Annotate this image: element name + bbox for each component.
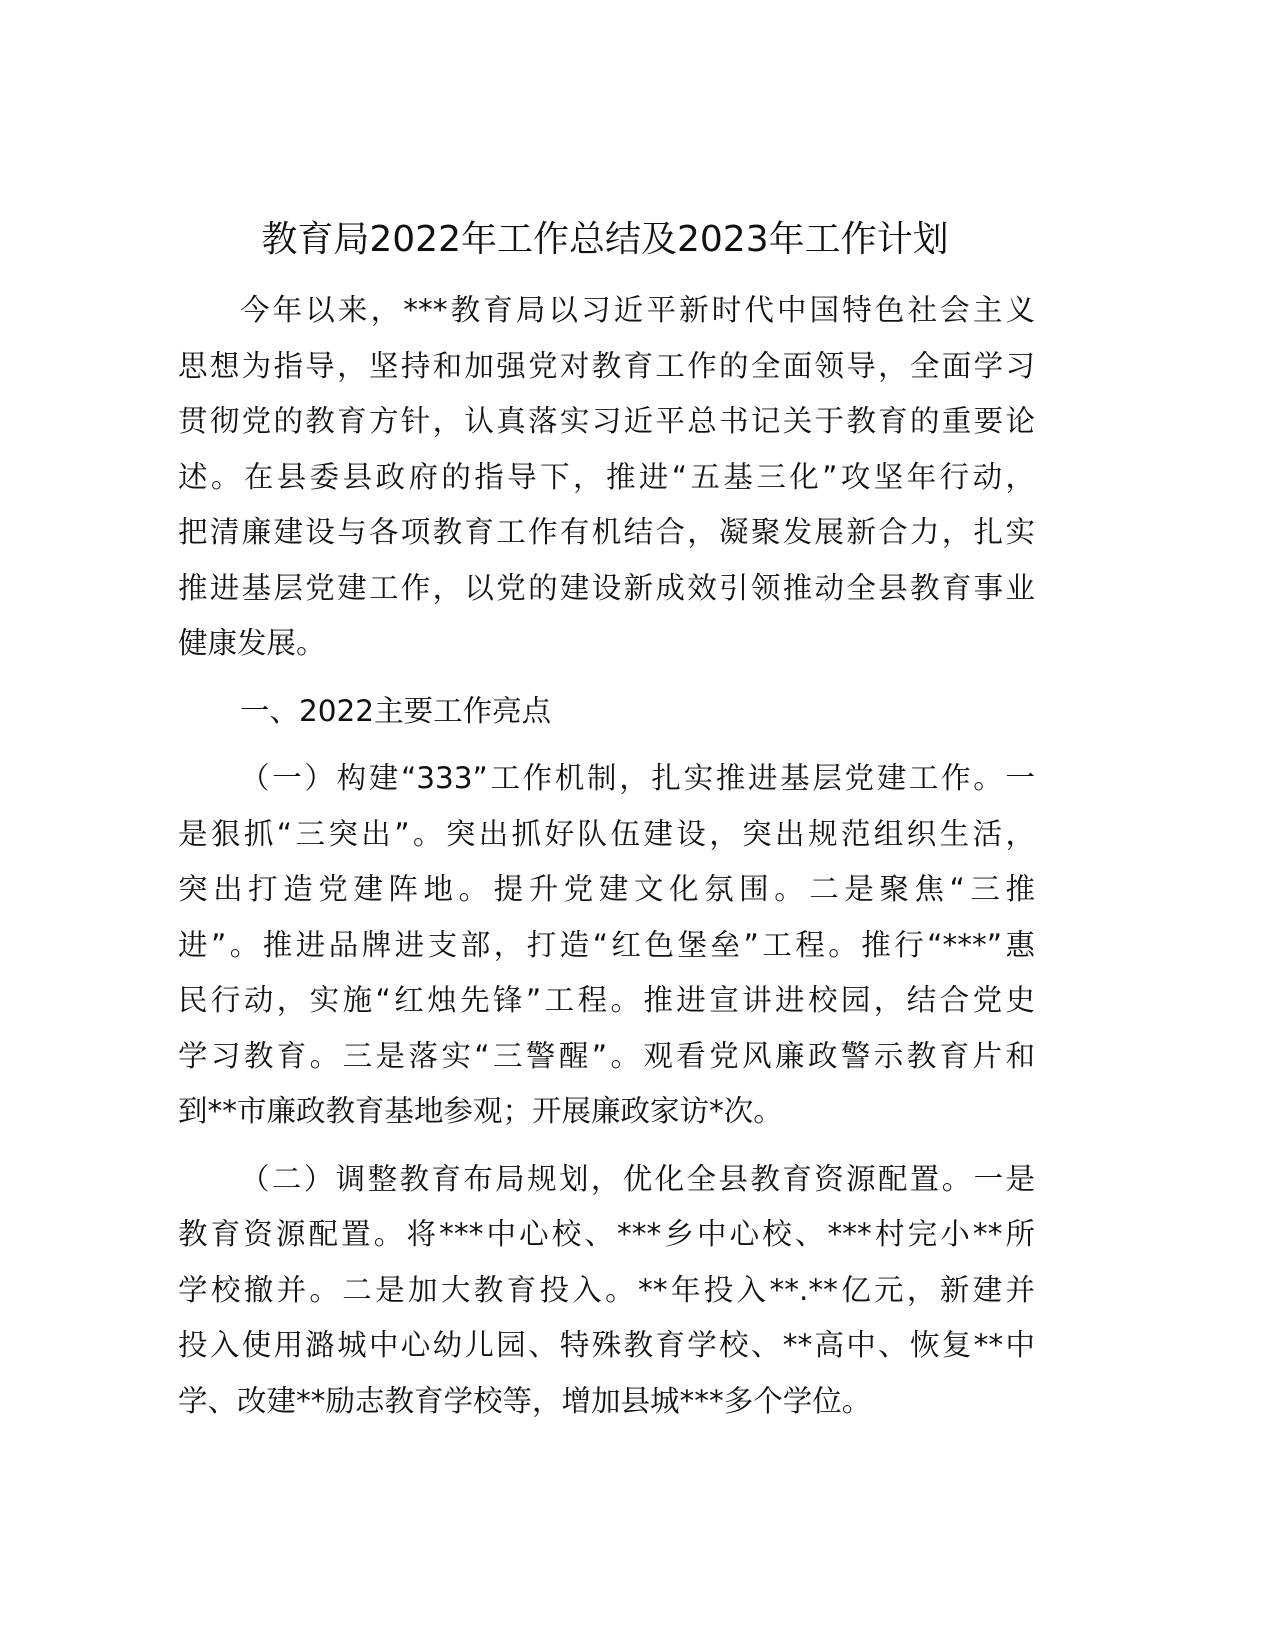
text-line: （一）构建“333”工作机制，扎实推进基层党建工作。一	[240, 761, 1035, 795]
document-body	[178, 283, 1035, 1441]
text-line: 是狠抓“三突出”。突出抓好队伍建设，突出规范组织生活，	[178, 816, 1035, 851]
paragraph	[178, 751, 1035, 1140]
document-title: 教育局2022年工作总结及2023年工作计划	[261, 219, 949, 260]
paragraph	[178, 283, 1035, 672]
text-line: 一、2022主要工作亮点	[240, 693, 552, 728]
text-line: 述。在县委县政府的指导下，推进“五基三化”攻坚年行动，	[178, 459, 1035, 494]
text-line: （二）调整教育布局规划，优化全县教育资源配置。一是	[240, 1161, 1035, 1196]
text-line: 到**市廉政教育基地参观；开展廉政家访*次。	[178, 1094, 783, 1128]
section-heading	[178, 684, 1035, 740]
text-line: 今年以来，***教育局以习近平新时代中国特色社会主义	[240, 293, 1035, 327]
text-line: 健康发展。	[178, 626, 326, 660]
text-line: 把清廉建设与各项教育工作有机结合，凝聚发展新合力，扎实	[178, 515, 1035, 549]
text-line: 思想为指导，坚持和加强党对教育工作的全面领导，全面学习	[178, 348, 1035, 383]
text-line: 学、改建**励志教育学校等，增加县城***多个学位。	[178, 1383, 872, 1418]
text-line: 进”。推进品牌进支部，打造“红色堡垒”工程。推行“***”惠	[178, 927, 1035, 962]
text-line: 突出打造党建阵地。提升党建文化氛围。二是聚焦“三推	[178, 872, 1035, 906]
text-line: 教育资源配置。将***中心校、***乡中心校、***村完小**所	[178, 1217, 1035, 1251]
text-line: 投入使用潞城中心幼儿园、特殊教育学校、**高中、恢复**中	[178, 1328, 1035, 1362]
text-line: 学校撤并。二是加大教育投入。**年投入**.**亿元，新建并	[178, 1272, 1035, 1307]
paragraph	[178, 1152, 1035, 1430]
text-line: 学习教育。三是落实“三警醒”。观看党风廉政警示教育片和	[178, 1038, 1035, 1073]
text-line: 民行动，实施“红烛先锋”工程。推进宣讲进校园，结合党史	[178, 983, 1035, 1017]
text-line: 贯彻党的教育方针，认真落实习近平总书记关于教育的重要论	[178, 404, 1035, 438]
text-line: 推进基层党建工作，以党的建设新成效引领推动全县教育事业	[178, 570, 1035, 605]
